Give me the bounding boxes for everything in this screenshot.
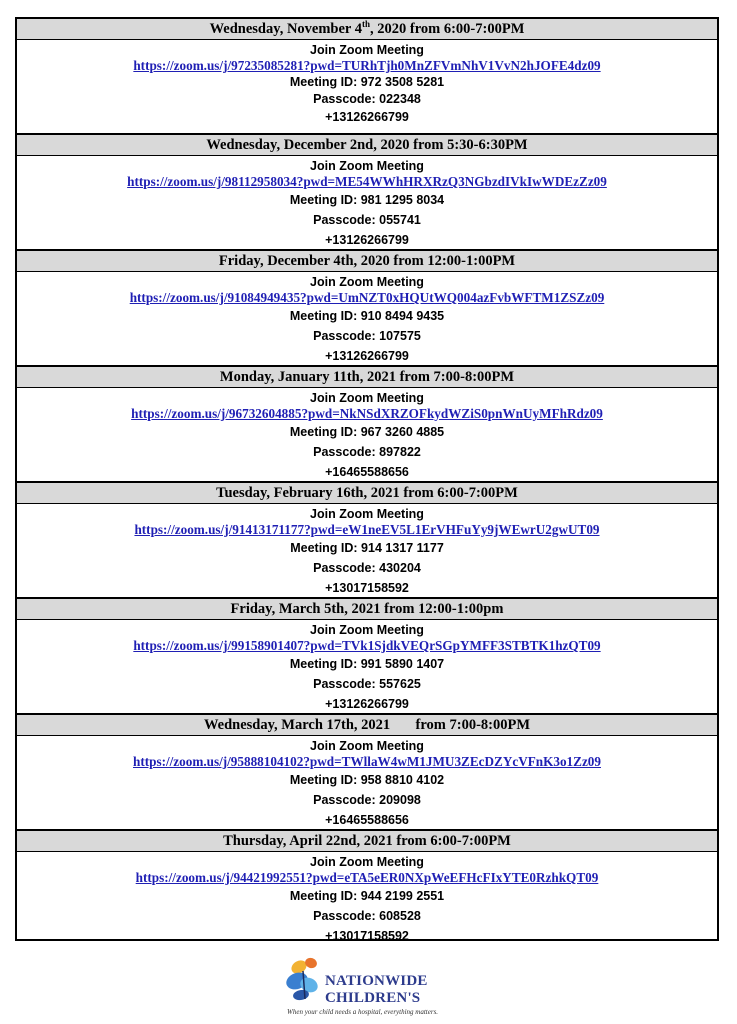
dial-in-phone: +13126266799 <box>325 110 409 124</box>
meeting-passcode: Passcode: 557625 <box>313 677 421 691</box>
session-date-text: Monday, January 11th, 2021 from 7:00-8:00PM <box>219 369 515 385</box>
meeting-session <box>17 133 717 249</box>
meeting-id: Meeting ID: 972 3508 5281 <box>289 75 445 89</box>
meeting-id: Meeting ID: 991 5890 1407 <box>289 657 445 671</box>
session-details <box>17 620 717 713</box>
session-date-header <box>17 831 717 852</box>
nationwide-childrens-logo <box>285 953 465 1019</box>
meeting-session <box>17 597 717 713</box>
meeting-session <box>17 19 717 133</box>
meeting-id: Meeting ID: 914 1317 1177 <box>290 541 444 555</box>
meeting-id: Meeting ID: 958 8810 4102 <box>289 773 445 787</box>
meeting-id: Meeting ID: 910 8494 9435 <box>289 309 445 323</box>
session-date-header <box>17 483 717 504</box>
session-details <box>17 852 717 945</box>
session-date-text: Wednesday, December 2nd, 2020 from 5:30-6:30PM <box>206 137 528 153</box>
join-zoom-label: Join Zoom Meeting <box>310 739 424 753</box>
meeting-passcode: Passcode: 897822 <box>313 445 421 459</box>
logo-tagline: When your child needs a hospital, everything matters. <box>287 1008 439 1016</box>
session-date-text: Friday, March 5th, 2021 from 12:00-1:00pm <box>230 601 504 617</box>
session-date-header <box>17 715 717 736</box>
session-details <box>17 504 717 597</box>
session-details <box>17 388 717 481</box>
zoom-meeting-link[interactable]: https://zoom.us/j/99158901407?pwd=TVk1SjdkVEQrSGpYMFF3STBTK1hzQT09 <box>133 638 601 653</box>
session-date-header <box>17 599 717 620</box>
meeting-session <box>17 481 717 597</box>
session-date-header <box>17 19 717 40</box>
meeting-passcode: Passcode: 055741 <box>313 213 421 227</box>
session-date-text: Tuesday, February 16th, 2021 from 6:00-7:00PM <box>216 485 518 501</box>
join-zoom-label: Join Zoom Meeting <box>310 159 424 173</box>
zoom-meeting-link[interactable]: https://zoom.us/j/91084949435?pwd=UmNZT0xHQUtWQ004azFvbWFTM1ZSZz09 <box>129 290 605 305</box>
dial-in-phone: +13126266799 <box>325 697 409 711</box>
join-zoom-label: Join Zoom Meeting <box>310 507 424 521</box>
session-date-text: Thursday, April 22nd, 2021 from 6:00-7:00PM <box>223 833 511 849</box>
meeting-session <box>17 365 717 481</box>
session-details <box>17 736 717 829</box>
session-details <box>17 156 717 249</box>
session-date-header <box>17 367 717 388</box>
dial-in-phone: +13126266799 <box>325 233 409 247</box>
dial-in-phone: +13126266799 <box>325 349 409 363</box>
meeting-id: Meeting ID: 967 3260 4885 <box>289 425 445 439</box>
session-date-suffix: , 2020 from 6:00-7:00PM <box>370 21 525 37</box>
meeting-passcode: Passcode: 209098 <box>313 793 421 807</box>
session-details <box>17 40 717 133</box>
session-date-text: Wednesday, November 4 <box>209 21 362 37</box>
join-zoom-label: Join Zoom Meeting <box>310 275 424 289</box>
session-date-ordinal: th <box>362 19 371 30</box>
zoom-meeting-link[interactable]: https://zoom.us/j/91413171177?pwd=eW1neEV5L1ErVHFuYy9jWEwrU2gwUT09 <box>134 522 600 537</box>
dial-in-phone: +13017158592 <box>325 581 409 595</box>
zoom-meeting-link[interactable]: https://zoom.us/j/94421992551?pwd=eTA5eER0NXpWeEFHcFIxYTE0RzhkQT09 <box>135 870 599 885</box>
session-details <box>17 272 717 365</box>
dial-in-phone: +16465588656 <box>325 465 409 479</box>
zoom-meeting-link[interactable]: https://zoom.us/j/98112958034?pwd=ME54WWhHRXRzQ3NGbzdIVkIwWDEzZz09 <box>127 174 607 189</box>
zoom-meeting-link[interactable]: https://zoom.us/j/97235085281?pwd=TURhTjh0MnZFVmNhV1VvN2hJOFE4dz09 <box>133 58 601 73</box>
session-date-text: Wednesday, March 17th, 2021 from 7:00-8:00PM <box>203 717 531 733</box>
meeting-session <box>17 713 717 829</box>
session-date-header <box>17 251 717 272</box>
join-zoom-label: Join Zoom Meeting <box>310 391 424 405</box>
meeting-passcode: Passcode: 608528 <box>313 909 421 923</box>
session-date-text: Friday, December 4th, 2020 from 12:00-1:00PM <box>218 253 516 269</box>
logo-line-1: NATIONWIDE <box>325 973 428 989</box>
join-zoom-label: Join Zoom Meeting <box>310 855 424 869</box>
butterfly-icon <box>285 953 329 1009</box>
meeting-session <box>17 249 717 365</box>
meeting-passcode: Passcode: 107575 <box>313 329 421 343</box>
logo-line-2: CHILDREN'S <box>325 990 421 1006</box>
meeting-id: Meeting ID: 981 1295 8034 <box>289 193 445 207</box>
meeting-passcode: Passcode: 430204 <box>313 561 421 575</box>
join-zoom-label: Join Zoom Meeting <box>310 623 424 637</box>
meeting-passcode: Passcode: 022348 <box>313 92 421 106</box>
join-zoom-label: Join Zoom Meeting <box>310 43 424 57</box>
session-date-header <box>17 135 717 156</box>
zoom-meeting-link[interactable]: https://zoom.us/j/96732604885?pwd=NkNSdXRZOFkydWZiS0pnWnUyMFhRdz09 <box>131 406 603 421</box>
zoom-meeting-link[interactable]: https://zoom.us/j/95888104102?pwd=TWllaW4wM1JMU3ZEcDZYcVFnK3o1Zz09 <box>133 754 601 769</box>
meeting-schedule-table <box>15 17 719 941</box>
dial-in-phone: +13017158592 <box>325 929 409 943</box>
meeting-id: Meeting ID: 944 2199 2551 <box>289 889 445 903</box>
dial-in-phone: +16465588656 <box>325 813 409 827</box>
meeting-session <box>17 829 717 945</box>
